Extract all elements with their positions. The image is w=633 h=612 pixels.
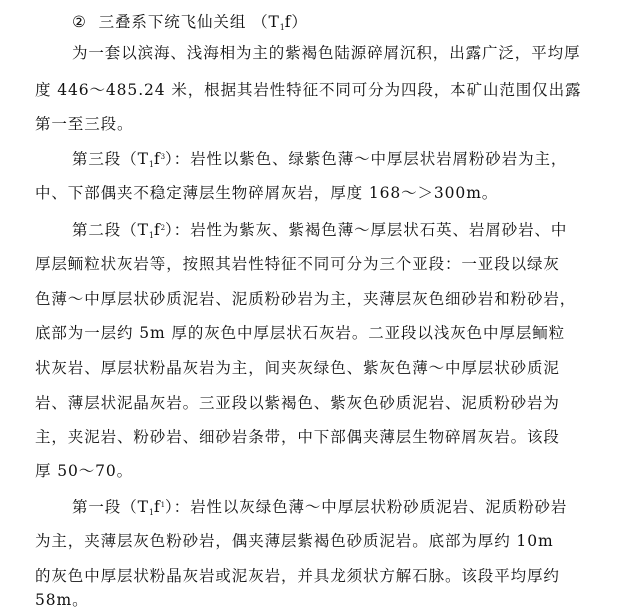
section-2-lead: 第二段（T — [72, 221, 149, 239]
section-2-sup: 2 — [160, 224, 166, 232]
section-2-first-line — [72, 220, 633, 243]
section-2-sub: 1 — [148, 231, 154, 240]
section-2-line-2: 厚层鲕粒状灰岩等，按照其岩性特征不同可分为三个亚段：一亚段以绿灰 — [35, 255, 560, 273]
heading-code-suffix: f） — [284, 13, 308, 31]
section-2-mid: f — [153, 221, 161, 239]
section-2-line-6: 岩、薄层状泥晶灰岩。三亚段以紫褐色、紫灰色砂质泥岩、泥质粉砂岩为 — [35, 394, 560, 412]
section-1-line-4: 58m。 — [35, 591, 89, 609]
heading-code-sub: 1 — [279, 23, 285, 32]
section-3-first-line — [72, 149, 633, 172]
section-2-line-5: 状灰岩、厚层状粉晶灰岩为主，间夹灰绿色、紫灰色薄～中厚层状砂质泥 — [35, 359, 560, 377]
section-1-line-3: 的灰色中厚层状粉晶灰岩或泥灰岩，并具龙须状方解石脉。该段平均厚约 — [35, 567, 560, 585]
intro-line-2: 度 446～485.24 米，根据其岩性特征不同可分为四段，本矿山范围仅出露 — [35, 81, 582, 99]
section-1-sub: 1 — [148, 508, 154, 517]
section-heading — [72, 12, 612, 35]
section-1-sup: 1 — [160, 501, 166, 509]
section-2-after: ）：岩性为紫灰、紫褐色薄～厚层状石英、岩屑砂岩、中 — [165, 221, 568, 239]
intro-line-3: 第一至三段。 — [35, 115, 134, 133]
section-3-sup: 3 — [160, 153, 166, 161]
section-2-line-8: 厚 50～70。 — [35, 462, 134, 480]
section-3-mid: f — [153, 150, 161, 168]
heading-code-prefix: （T — [252, 13, 280, 31]
section-3-after: ）：岩性以紫色、绿紫色薄～中厚层状岩屑粉砂岩为主， — [165, 150, 568, 168]
section-2-line-7: 主，夹泥岩、粉砂岩、细砂岩条带，中下部偶夹薄层生物碎屑灰岩。该段 — [35, 428, 560, 446]
section-2-line-3: 色薄～中厚层状砂质泥岩、泥质粉砂岩为主，夹薄层灰色细砂岩和粉砂岩， — [35, 290, 577, 308]
section-1-line-2: 为主，夹薄层灰色粉砂岩，偶夹薄层紫褐色砂质泥岩。底部为厚约 10m — [35, 532, 554, 550]
section-3-line-2: 中、下部偶夹不稳定薄层生物碎屑灰岩，厚度 168～＞300m。 — [35, 184, 499, 202]
section-1-mid: f — [153, 498, 161, 516]
heading-title: 三叠系下统飞仙关组 — [98, 13, 247, 31]
section-1-first-line — [72, 497, 633, 520]
intro-line-1: 为一套以滨海、浅海相为主的紫褐色陆源碎屑沉积，出露广泛，平均厚 — [72, 44, 581, 62]
section-3-sub: 1 — [148, 160, 154, 169]
section-2-line-4: 底部为一层约 5m 厚的灰色中厚层状石灰岩。二亚段以浅灰色中厚层鲕粒 — [35, 324, 566, 342]
section-1-lead: 第一段（T — [72, 498, 149, 516]
section-1-after: ）：岩性以灰绿色薄～中厚层状粉砂质泥岩、泥质粉砂岩 — [165, 498, 568, 516]
section-3-lead: 第三段（T — [72, 150, 149, 168]
heading-number: ② — [72, 13, 87, 31]
